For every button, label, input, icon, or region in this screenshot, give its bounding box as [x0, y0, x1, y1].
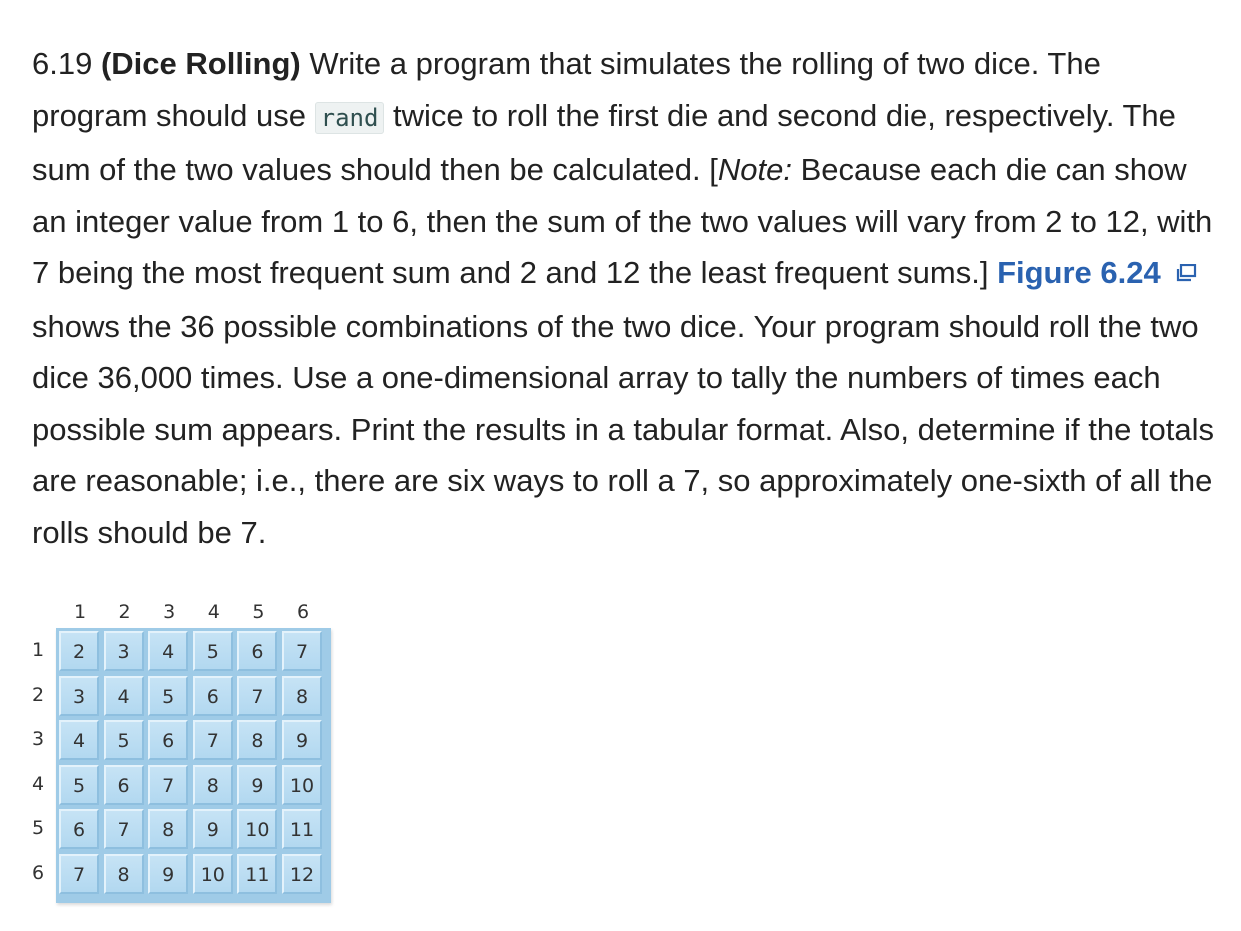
dice-sum-cell: 6 — [237, 631, 277, 671]
dice-sum-cell: 8 — [193, 765, 233, 805]
code-term: rand — [315, 102, 385, 134]
exercise-title: (Dice Rolling) — [100, 46, 301, 81]
exercise-text — [32, 38, 1222, 558]
dice-sum-cell: 9 — [193, 809, 233, 849]
dice-sum-cell: 3 — [59, 676, 99, 716]
dice-sum-cell: 7 — [282, 631, 322, 671]
column-header: 1 — [73, 601, 87, 623]
external-link-icon[interactable] — [1175, 246, 1197, 298]
dice-sum-cell: 6 — [104, 765, 144, 805]
dice-sum-cell: 9 — [148, 854, 188, 894]
dice-sum-cell: 7 — [104, 809, 144, 849]
column-header: 2 — [118, 601, 131, 623]
dice-sum-cell: 2 — [59, 631, 99, 671]
dice-sum-cell: 8 — [237, 720, 277, 760]
dice-sum-cell: 5 — [148, 676, 188, 716]
dice-sum-cell: 4 — [104, 676, 144, 716]
figure-link[interactable]: Figure 6.24 — [997, 255, 1161, 290]
exercise-paragraph — [32, 38, 1222, 558]
body-text-1: Write a program that simulates the rolling of two dice. The program should use — [32, 46, 1101, 133]
column-header: 6 — [296, 601, 310, 623]
dice-sum-cell: 7 — [148, 765, 188, 805]
dice-sum-grid — [56, 628, 331, 903]
dice-sum-cell: 5 — [59, 765, 99, 805]
dice-sum-cell: 6 — [148, 720, 188, 760]
body-text-4: shows the 36 possible combinations of the two dice. Your program should roll the two dice 36,000 times. Use a one-dimensional array to tally the numbers of times each possible sum appears. Print the results in a tabular format. Also, determine if the totals are reasonable; i.e., there are six ways to roll a 7, so approximately one-sixth of all the rolls should be 7. — [32, 308, 1215, 550]
dice-sum-cell: 4 — [59, 720, 99, 760]
dice-sum-cell: 10 — [282, 765, 322, 805]
dice-sum-cell: 10 — [193, 854, 233, 894]
body-text-3: Because each die can show an integer value from 1 to 6, then the sum of the two values will vary from 2 to 12, with 7 being the most frequent sum and 2 and 12 the least frequent sums.] — [32, 152, 1213, 290]
row-header: 3 — [31, 728, 45, 751]
dice-sum-cell: 6 — [59, 809, 99, 849]
row-header: 1 — [31, 639, 45, 661]
dice-sum-cell: 11 — [282, 809, 322, 849]
column-header: 3 — [163, 601, 176, 623]
row-header: 6 — [31, 862, 45, 884]
column-header: 4 — [207, 601, 220, 623]
row-header: 2 — [31, 683, 45, 706]
body-text-2: twice to roll the first die and second die, respectively. The sum of the two values should then be calculated. [ — [32, 97, 1176, 187]
dice-sum-cell: 10 — [237, 809, 277, 849]
dice-sum-cell: 8 — [148, 809, 188, 849]
dice-sum-cell: 12 — [282, 854, 322, 894]
dice-sum-cell: 9 — [282, 720, 322, 760]
column-header: 5 — [252, 601, 265, 623]
dice-sum-cell: 7 — [59, 854, 99, 894]
dice-sum-cell: 11 — [237, 854, 277, 894]
dice-sum-cell: 8 — [282, 676, 322, 716]
dice-sum-cell: 5 — [104, 720, 144, 760]
dice-sum-cell: 7 — [193, 720, 233, 760]
exercise-number: 6.19 — [32, 46, 93, 81]
row-header: 5 — [31, 817, 45, 840]
dice-sum-cell: 4 — [148, 631, 188, 671]
dice-sum-cell: 6 — [193, 676, 233, 716]
note-label: Note: — [717, 152, 792, 187]
row-header: 4 — [31, 772, 45, 795]
dice-sum-cell: 8 — [104, 854, 144, 894]
dice-combinations-figure — [24, 600, 334, 910]
dice-sum-cell: 7 — [237, 676, 277, 716]
dice-sum-cell: 3 — [104, 631, 144, 671]
dice-sum-cell: 9 — [237, 765, 277, 805]
dice-sum-cell: 5 — [193, 631, 233, 671]
